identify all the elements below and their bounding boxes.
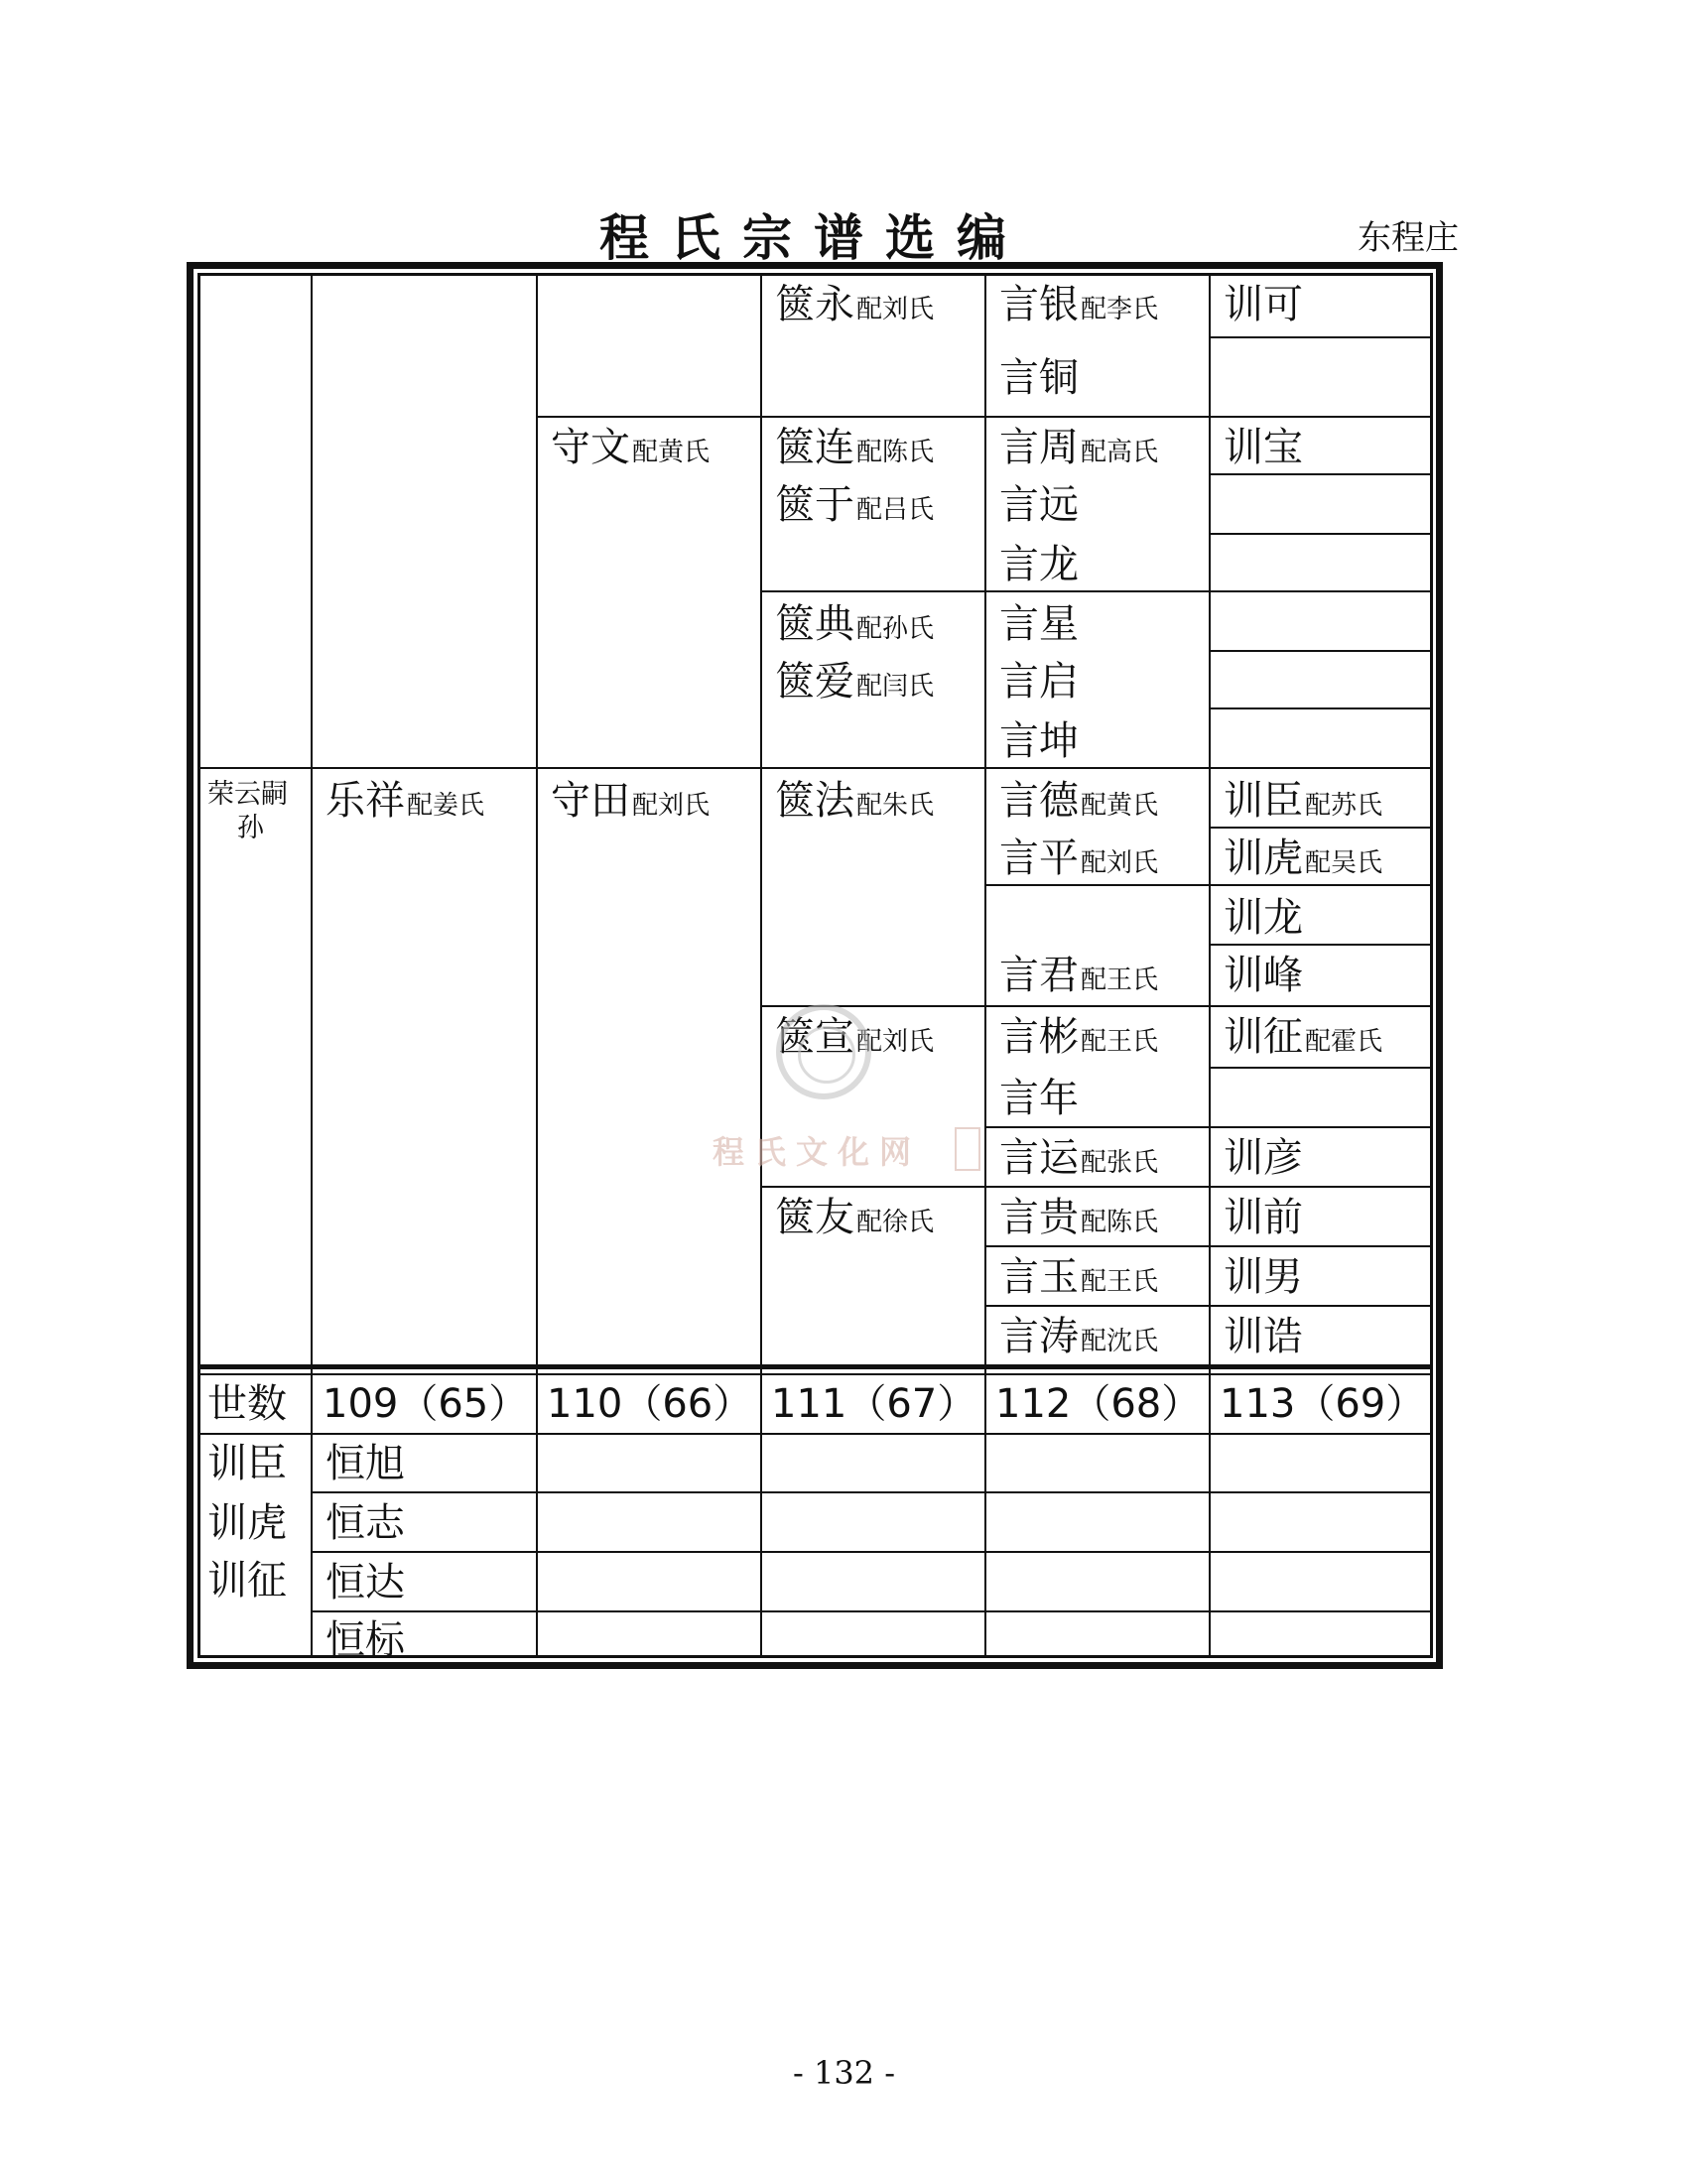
section-separator (197, 1364, 1433, 1369)
watermark-text: 程氏文化网 (713, 1133, 922, 1171)
section-separator-thin (197, 1373, 1433, 1375)
person-cell: 训龙 (1224, 895, 1303, 941)
person-cell: 篋永配刘氏 (775, 282, 935, 327)
person-cell: 言彬配王氏 (999, 1014, 1159, 1060)
hline (984, 884, 1209, 886)
hline (1209, 767, 1433, 769)
person-cell: 训峰 (1224, 953, 1303, 998)
genealogy-table (187, 262, 1443, 1669)
village-name: 东程庄 (1358, 218, 1459, 258)
person-cell: 恒志 (325, 1500, 405, 1546)
generation-value: 112（68） (995, 1381, 1202, 1427)
person-cell: 训彦 (1224, 1135, 1303, 1181)
hline (760, 1186, 984, 1188)
person-cell: 守田配刘氏 (551, 778, 711, 824)
hline (1209, 1005, 1433, 1007)
person-cell: 乐祥配姜氏 (325, 778, 485, 824)
hline (1209, 1186, 1433, 1188)
hline (984, 590, 1209, 592)
page-title: 程氏宗谱选编 (599, 208, 1028, 267)
hline (760, 590, 984, 592)
lineage-note: 孙 (237, 813, 264, 843)
person-cell: 训臣配苏氏 (1224, 778, 1383, 824)
hline (1209, 1245, 1433, 1247)
hline (1209, 416, 1433, 418)
col-line-5 (1209, 273, 1211, 1658)
person-cell: 训宝 (1224, 425, 1303, 470)
person-cell: 篋于配吕氏 (775, 482, 935, 528)
person-cell: 言玉配王氏 (999, 1254, 1159, 1300)
col-line-4 (984, 273, 986, 1658)
hline (1209, 533, 1433, 535)
person-cell: 篋宣配刘氏 (775, 1014, 935, 1060)
inner-border-left (197, 273, 200, 1658)
person-cell: 言君配王氏 (999, 953, 1159, 998)
person-cell: 言涛配沈氏 (999, 1314, 1159, 1359)
person-cell: 言启 (999, 659, 1079, 705)
person-cell: 言平配刘氏 (999, 835, 1159, 881)
hline (760, 416, 984, 418)
hline (536, 416, 760, 418)
hline (984, 1186, 1209, 1188)
watermark-stamp (955, 1127, 980, 1171)
person-cell: 言远 (999, 482, 1079, 528)
hline (760, 767, 984, 769)
parent-label: 训臣 (207, 1441, 287, 1486)
col-line-2 (536, 273, 538, 1658)
parent-label: 训征 (207, 1558, 287, 1604)
person-cell: 训前 (1224, 1195, 1303, 1240)
person-cell: 篋爱配闫氏 (775, 659, 935, 705)
person-cell: 言龙 (999, 542, 1079, 587)
hline (1209, 944, 1433, 946)
person-cell: 篋典配孙氏 (775, 601, 935, 647)
person-cell: 恒标 (325, 1617, 405, 1663)
person-cell: 言星 (999, 601, 1079, 647)
lineage-note: 荣云嗣 (207, 779, 288, 810)
hline (1209, 1126, 1433, 1128)
hline (311, 1610, 1433, 1612)
person-cell: 言银配李氏 (999, 282, 1159, 327)
person-cell: 训诰 (1224, 1314, 1303, 1359)
hline (984, 1245, 1209, 1247)
inner-border-top (197, 273, 1433, 276)
person-cell: 训虎配吴氏 (1224, 835, 1383, 881)
hline (1209, 336, 1433, 338)
hline (197, 767, 760, 769)
hline (984, 1005, 1209, 1007)
person-cell: 言年 (999, 1076, 1079, 1121)
generation-value: 110（66） (547, 1381, 753, 1427)
generation-value: 109（65） (323, 1381, 529, 1427)
hline (1209, 1305, 1433, 1307)
person-cell: 守文配黄氏 (551, 425, 711, 470)
person-cell: 训可 (1224, 282, 1303, 327)
generation-value: 113（69） (1220, 1381, 1426, 1427)
hline (984, 767, 1209, 769)
person-cell: 恒达 (325, 1560, 405, 1606)
person-cell: 训征配霍氏 (1224, 1014, 1383, 1060)
hline (1209, 827, 1433, 829)
generation-value: 111（67） (771, 1381, 977, 1427)
hline (1209, 473, 1433, 475)
person-cell: 言贵配陈氏 (999, 1195, 1159, 1240)
parent-label: 训虎 (207, 1500, 287, 1546)
person-cell: 言铜 (999, 355, 1079, 401)
person-cell: 言周配高氏 (999, 425, 1159, 470)
person-cell: 篋法配朱氏 (775, 778, 935, 824)
col-line-1 (311, 273, 313, 1658)
inner-border-right (1430, 273, 1433, 1658)
hline (984, 1305, 1209, 1307)
person-cell: 恒旭 (325, 1441, 405, 1486)
col-line-3 (760, 273, 762, 1658)
hline (760, 1005, 984, 1007)
hline (1209, 884, 1433, 886)
person-cell: 训男 (1224, 1254, 1303, 1300)
hline (1209, 707, 1433, 709)
watermark-seal (776, 1004, 871, 1099)
hline (984, 416, 1209, 418)
hline (1209, 590, 1433, 592)
hline (197, 1433, 1433, 1435)
hline (311, 1491, 1433, 1493)
hline (1209, 1067, 1433, 1069)
hline (984, 1126, 1209, 1128)
person-cell: 言德配黄氏 (999, 778, 1159, 824)
hline (311, 1551, 1433, 1553)
generation-label: 世数 (207, 1381, 287, 1427)
person-cell: 篋友配徐氏 (775, 1195, 935, 1240)
person-cell: 言运配张氏 (999, 1135, 1159, 1181)
person-cell: 篋连配陈氏 (775, 425, 935, 470)
page-number: - 132 - (792, 2054, 896, 2092)
person-cell: 言坤 (999, 718, 1079, 764)
hline (1209, 650, 1433, 652)
